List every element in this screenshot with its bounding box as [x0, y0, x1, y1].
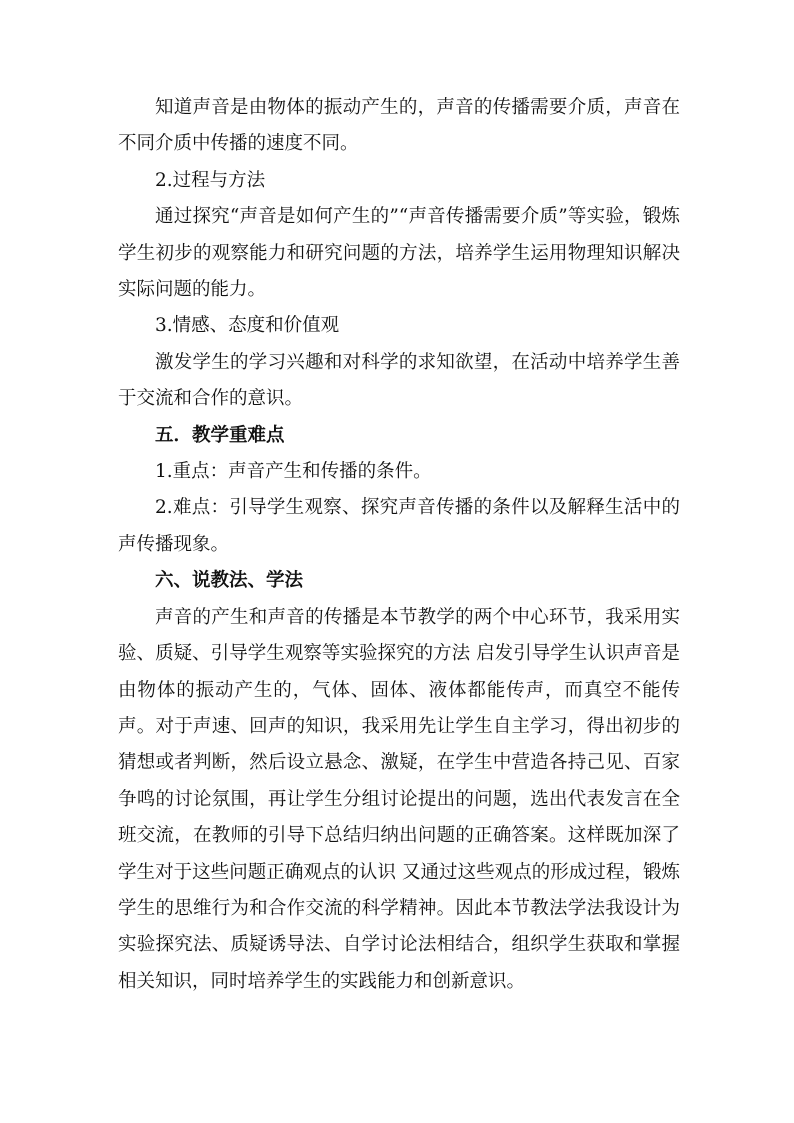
difficult-point-item: 2.难点：引导学生观察、探究声音传播的条件以及解释生活中的声传播现象。: [118, 497, 680, 555]
emotion-attitude-heading: 3.情感、态度和价值观: [155, 315, 340, 337]
emotion-attitude-paragraph: 激发学生的学习兴趣和对科学的求知欲望，在活动中培养学生善于交流和合作的意识。: [118, 351, 680, 410]
document-body: [118, 90, 680, 1000]
knowledge-goal-paragraph: 知道声音是由物体的振动产生的，声音的传播需要介质，声音在不同介质中传播的速度不同。: [118, 97, 680, 155]
process-method-heading: 2.过程与方法: [155, 169, 266, 191]
key-point-item: 1.重点：声音产生和传播的条件。: [155, 461, 432, 483]
process-method-paragraph: 通过探究“声音是如何产生的”“声音传播需要介质”等实验，锻炼学生初步的观察能力和研究问题的方法，培养学生运用物理知识解决实际问题的能力。: [118, 206, 680, 301]
teaching-method-paragraph: 声音的产生和声音的传播是本节教学的两个中心环节，我采用实验、质疑、引导学生观察等实验探究的方法 启发引导学生认识声音是由物体的振动产生的，气体、固体、液体都能传声，而真空不能传声。对于声速、回声的知识，我采用先让学生自主学习，得出初步的猜想或者判断，然后设立悬念、激疑，在学生中营造各持己见、百家争鸣的讨论氛围，再让学生分组讨论提出的问题，选出代表发言在全班交流，在教师的引导下总结归纳出问题的正确答案。这样既加深了学生对于这些问题正确观点的认识 又通过这些观点的形成过程，锻炼学生的思维行为和合作交流的科学精神。因此本节教法学法我设计为实验探究法、质疑诱导法、自学讨论法相结合，组织学生获取和掌握相关知识，同时培养学生的实践能力和创新意识。: [118, 606, 680, 992]
section-five-title: 五．教学重难点: [155, 424, 285, 446]
section-six-title: 六、说教法、学法: [155, 570, 304, 592]
